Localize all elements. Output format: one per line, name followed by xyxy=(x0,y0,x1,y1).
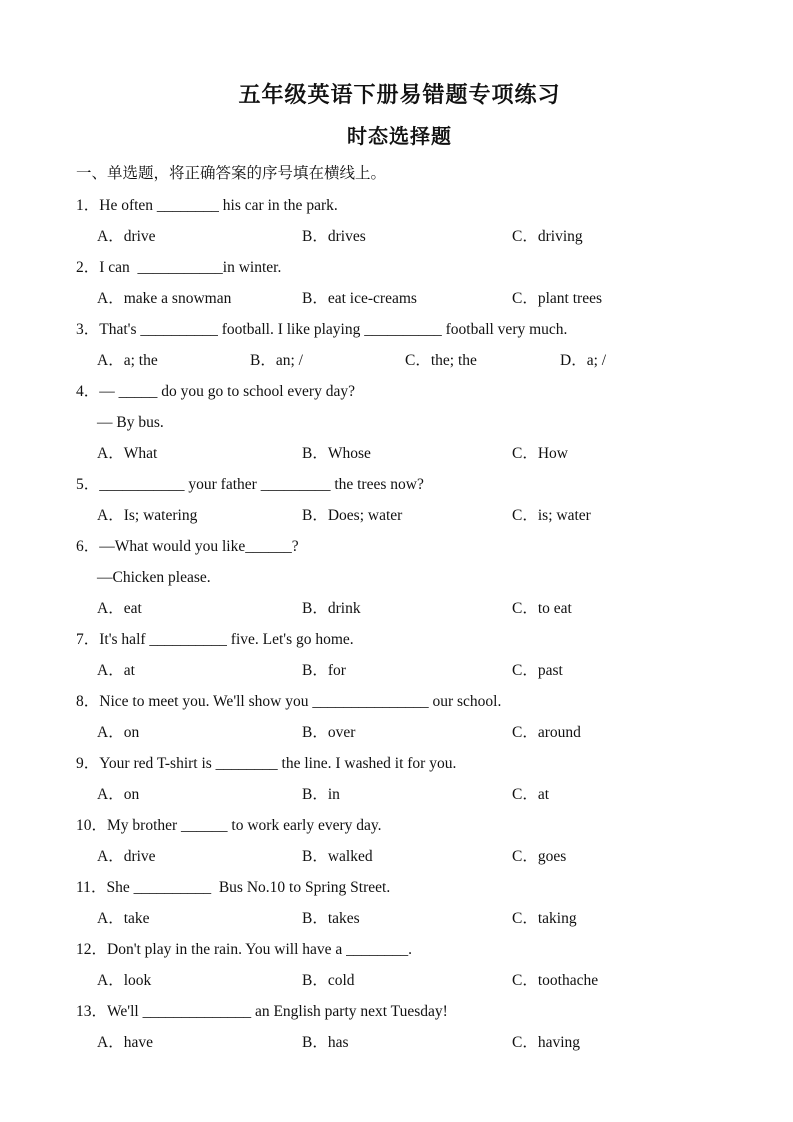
question-stem xyxy=(76,376,723,407)
option-separator: ． xyxy=(108,352,124,369)
option-item xyxy=(97,655,135,686)
question-block xyxy=(76,996,723,1058)
option-label: C xyxy=(512,228,523,245)
option-text: have xyxy=(123,1034,153,1051)
option-text: a; / xyxy=(586,352,607,369)
option-item xyxy=(302,283,417,314)
options-row xyxy=(97,841,723,872)
question-number-separator: ． xyxy=(83,383,100,400)
option-label: B xyxy=(302,600,313,617)
option-item xyxy=(512,655,563,686)
question-number-separator: ． xyxy=(83,259,100,276)
option-separator: ． xyxy=(108,910,124,927)
option-text: drives xyxy=(327,228,366,245)
option-separator: ． xyxy=(312,600,328,617)
option-item xyxy=(512,438,568,469)
questions-list xyxy=(76,190,723,1058)
question-stem xyxy=(76,252,723,283)
question-number-separator: ． xyxy=(83,693,100,710)
option-item xyxy=(302,593,361,624)
question-number: 7 xyxy=(76,631,84,648)
option-separator: ． xyxy=(522,228,538,245)
question-text: —Chicken please. xyxy=(97,569,211,586)
option-separator: ． xyxy=(522,724,538,741)
option-item xyxy=(512,593,572,624)
option-label: A xyxy=(97,848,109,865)
option-text: plant trees xyxy=(537,290,602,307)
option-separator: ． xyxy=(108,1034,124,1051)
option-item xyxy=(512,1027,580,1058)
question-block xyxy=(76,934,723,996)
option-separator: ． xyxy=(522,290,538,307)
option-separator: ． xyxy=(522,848,538,865)
question-stem xyxy=(76,748,723,779)
option-label: A xyxy=(97,1034,109,1051)
option-item xyxy=(302,779,340,810)
option-item xyxy=(97,221,156,252)
question-text: That's __________ football. I like playing __________ football very much. xyxy=(99,321,568,338)
question-text: We'll ______________ an English party next Tuesday! xyxy=(107,1003,448,1020)
option-separator: ． xyxy=(312,910,328,927)
option-text: on xyxy=(123,786,140,803)
option-item xyxy=(302,903,360,934)
option-item xyxy=(302,717,355,748)
option-text: What xyxy=(123,445,158,462)
question-text: Your red T-shirt is ________ the line. I washed it for you. xyxy=(99,755,457,772)
section-instruction: 一、单选题，将正确答案的序号填在横线上。 xyxy=(76,165,387,182)
question-number: 9 xyxy=(76,755,84,772)
option-text: in xyxy=(327,786,340,803)
question-text: — By bus. xyxy=(97,414,164,431)
option-separator: ． xyxy=(312,786,328,803)
question-number: 1 xyxy=(76,197,84,214)
options-row xyxy=(97,500,723,531)
option-separator: ． xyxy=(312,445,328,462)
option-separator: ． xyxy=(522,786,538,803)
option-item xyxy=(302,438,371,469)
option-item xyxy=(97,965,151,996)
question-number: 11 xyxy=(76,879,91,896)
option-separator: ． xyxy=(312,972,328,989)
option-label: C xyxy=(512,600,523,617)
options-row xyxy=(97,283,723,314)
option-text: drive xyxy=(123,848,156,865)
question-stem xyxy=(76,810,723,841)
option-text: at xyxy=(537,786,550,803)
question-number-separator: ． xyxy=(91,1003,108,1020)
question-text: I can ___________in winter. xyxy=(99,259,282,276)
option-separator: ． xyxy=(312,507,328,524)
question-number: 6 xyxy=(76,538,84,555)
options-row xyxy=(97,221,723,252)
option-label: B xyxy=(302,724,313,741)
document-title: 五年级英语下册易错题专项练习 xyxy=(238,82,561,107)
option-label: C xyxy=(512,662,523,679)
option-item xyxy=(97,717,139,748)
option-label: B xyxy=(302,972,313,989)
option-label: A xyxy=(97,228,109,245)
option-label: C xyxy=(512,910,523,927)
question-stem-continuation xyxy=(97,407,723,438)
question-number: 5 xyxy=(76,476,84,493)
option-label: A xyxy=(97,290,109,307)
question-text: ___________ your father _________ the trees now? xyxy=(99,476,424,493)
option-item xyxy=(512,221,583,252)
option-separator: ． xyxy=(108,724,124,741)
option-item xyxy=(250,345,303,376)
question-number-separator: ． xyxy=(83,631,100,648)
question-number: 2 xyxy=(76,259,84,276)
option-text: is; water xyxy=(537,507,591,524)
question-block xyxy=(76,686,723,748)
question-stem xyxy=(76,314,723,345)
option-separator: ． xyxy=(522,445,538,462)
option-separator: ． xyxy=(108,972,124,989)
question-number-separator: ． xyxy=(83,476,100,493)
option-text: at xyxy=(123,662,135,679)
options-row xyxy=(97,593,723,624)
option-text: make a snowman xyxy=(123,290,232,307)
option-separator: ． xyxy=(312,1034,328,1051)
option-label: B xyxy=(250,352,261,369)
option-separator: ． xyxy=(522,910,538,927)
option-separator: ． xyxy=(108,600,124,617)
option-separator: ． xyxy=(108,662,124,679)
option-item xyxy=(512,903,577,934)
question-number: 3 xyxy=(76,321,84,338)
question-stem xyxy=(76,934,723,965)
option-text: walked xyxy=(327,848,373,865)
options-row xyxy=(97,1027,723,1058)
option-item xyxy=(302,500,402,531)
option-text: on xyxy=(123,724,140,741)
option-label: C xyxy=(405,352,416,369)
question-text: It's half __________ five. Let's go home. xyxy=(99,631,354,648)
option-label: C xyxy=(512,290,523,307)
option-item xyxy=(512,283,602,314)
option-text: drink xyxy=(327,600,361,617)
option-label: B xyxy=(302,507,313,524)
options-row xyxy=(97,655,723,686)
option-text: Whose xyxy=(327,445,371,462)
option-separator: ． xyxy=(312,290,328,307)
option-item xyxy=(302,965,355,996)
option-item xyxy=(512,965,598,996)
option-item xyxy=(97,345,158,376)
option-item xyxy=(302,221,366,252)
option-separator: ． xyxy=(522,600,538,617)
option-separator: ． xyxy=(108,290,124,307)
option-item xyxy=(560,345,606,376)
option-text: take xyxy=(123,910,150,927)
option-item xyxy=(97,903,150,934)
option-separator: ． xyxy=(522,662,538,679)
question-text: Don't play in the rain. You will have a ________. xyxy=(107,941,413,958)
option-separator: ． xyxy=(312,724,328,741)
question-block xyxy=(76,190,723,252)
question-text: My brother ______ to work early every day. xyxy=(107,817,382,834)
option-label: A xyxy=(97,662,109,679)
option-text: eat ice-creams xyxy=(327,290,417,307)
option-item xyxy=(302,1027,349,1058)
question-text: Nice to meet you. We'll show you _______________ our school. xyxy=(99,693,502,710)
option-separator: ． xyxy=(415,352,431,369)
option-label: B xyxy=(302,662,313,679)
option-text: goes xyxy=(537,848,567,865)
option-text: past xyxy=(537,662,563,679)
option-label: A xyxy=(97,786,109,803)
question-block xyxy=(76,252,723,314)
options-row xyxy=(97,345,723,376)
options-row xyxy=(97,717,723,748)
option-text: look xyxy=(123,972,152,989)
option-item xyxy=(512,841,566,872)
option-text: cold xyxy=(327,972,355,989)
option-separator: ． xyxy=(312,228,328,245)
option-label: B xyxy=(302,910,313,927)
question-stem xyxy=(76,686,723,717)
option-separator: ． xyxy=(108,848,124,865)
option-separator: ． xyxy=(108,786,124,803)
question-stem xyxy=(76,531,723,562)
question-block xyxy=(76,314,723,376)
option-item xyxy=(97,283,231,314)
question-block xyxy=(76,531,723,624)
option-item xyxy=(97,779,139,810)
question-number-separator: ． xyxy=(91,817,108,834)
option-label: A xyxy=(97,910,109,927)
option-label: A xyxy=(97,507,109,524)
option-label: C xyxy=(512,1034,523,1051)
question-stem xyxy=(76,469,723,500)
question-block xyxy=(76,810,723,872)
question-text: —What would you like______? xyxy=(99,538,299,555)
question-number-separator: ． xyxy=(83,755,100,772)
question-number-separator: ． xyxy=(83,321,100,338)
question-number: 8 xyxy=(76,693,84,710)
option-item xyxy=(97,500,197,531)
option-separator: ． xyxy=(108,228,124,245)
question-stem xyxy=(76,624,723,655)
question-number-separator: ． xyxy=(91,941,108,958)
option-label: B xyxy=(302,786,313,803)
option-separator: ． xyxy=(522,507,538,524)
option-text: an; / xyxy=(275,352,303,369)
option-separator: ． xyxy=(108,507,124,524)
option-text: having xyxy=(537,1034,581,1051)
option-text: drive xyxy=(123,228,156,245)
options-row xyxy=(97,779,723,810)
option-item xyxy=(97,593,142,624)
page-content xyxy=(0,82,793,1058)
option-text: driving xyxy=(537,228,583,245)
option-label: A xyxy=(97,445,109,462)
question-block xyxy=(76,624,723,686)
options-row xyxy=(97,903,723,934)
option-text: How xyxy=(537,445,568,462)
option-item xyxy=(512,717,581,748)
option-item xyxy=(512,500,591,531)
question-stem xyxy=(76,190,723,221)
option-separator: ． xyxy=(522,972,538,989)
option-label: A xyxy=(97,600,109,617)
option-separator: ． xyxy=(312,662,328,679)
option-label: C xyxy=(512,972,523,989)
option-text: over xyxy=(327,724,356,741)
option-label: A xyxy=(97,972,109,989)
question-block xyxy=(76,376,723,469)
option-text: the; the xyxy=(430,352,477,369)
option-separator: ． xyxy=(571,352,587,369)
option-label: D xyxy=(560,352,572,369)
question-number: 13 xyxy=(76,1003,92,1020)
option-label: A xyxy=(97,724,109,741)
question-text: — _____ do you go to school every day? xyxy=(99,383,355,400)
question-number-separator: ． xyxy=(90,879,107,896)
question-number-separator: ． xyxy=(83,538,100,555)
option-item xyxy=(97,1027,153,1058)
question-number-separator: ． xyxy=(83,197,100,214)
option-text: takes xyxy=(327,910,360,927)
option-label: C xyxy=(512,507,523,524)
options-row xyxy=(97,438,723,469)
option-separator: ． xyxy=(108,445,124,462)
question-block xyxy=(76,469,723,531)
option-item xyxy=(302,841,373,872)
question-text: He often ________ his car in the park. xyxy=(99,197,338,214)
option-text: has xyxy=(327,1034,349,1051)
option-text: toothache xyxy=(537,972,599,989)
question-text: She __________ Bus No.10 to Spring Street. xyxy=(106,879,391,896)
option-text: Does; water xyxy=(327,507,403,524)
question-number: 4 xyxy=(76,383,84,400)
option-label: C xyxy=(512,445,523,462)
option-label: B xyxy=(302,290,313,307)
question-number: 10 xyxy=(76,817,92,834)
option-label: B xyxy=(302,445,313,462)
option-item xyxy=(97,841,156,872)
option-text: eat xyxy=(123,600,142,617)
option-text: around xyxy=(537,724,581,741)
option-item xyxy=(97,438,157,469)
options-row xyxy=(97,965,723,996)
option-text: for xyxy=(327,662,346,679)
option-label: C xyxy=(512,724,523,741)
document-subtitle: 时态选择题 xyxy=(347,126,452,148)
option-separator: ． xyxy=(260,352,276,369)
option-label: B xyxy=(302,848,313,865)
question-number: 12 xyxy=(76,941,92,958)
question-stem xyxy=(76,996,723,1027)
option-label: B xyxy=(302,228,313,245)
option-text: taking xyxy=(537,910,577,927)
option-separator: ． xyxy=(312,848,328,865)
option-separator: ． xyxy=(522,1034,538,1051)
option-label: C xyxy=(512,848,523,865)
question-block xyxy=(76,748,723,810)
option-text: to eat xyxy=(537,600,572,617)
option-text: Is; watering xyxy=(123,507,198,524)
option-label: B xyxy=(302,1034,313,1051)
option-item xyxy=(512,779,549,810)
question-stem-continuation xyxy=(97,562,723,593)
question-block xyxy=(76,872,723,934)
option-label: A xyxy=(97,352,109,369)
option-item xyxy=(405,345,477,376)
option-item xyxy=(302,655,346,686)
option-label: C xyxy=(512,786,523,803)
question-stem xyxy=(76,872,723,903)
option-text: a; the xyxy=(123,352,158,369)
